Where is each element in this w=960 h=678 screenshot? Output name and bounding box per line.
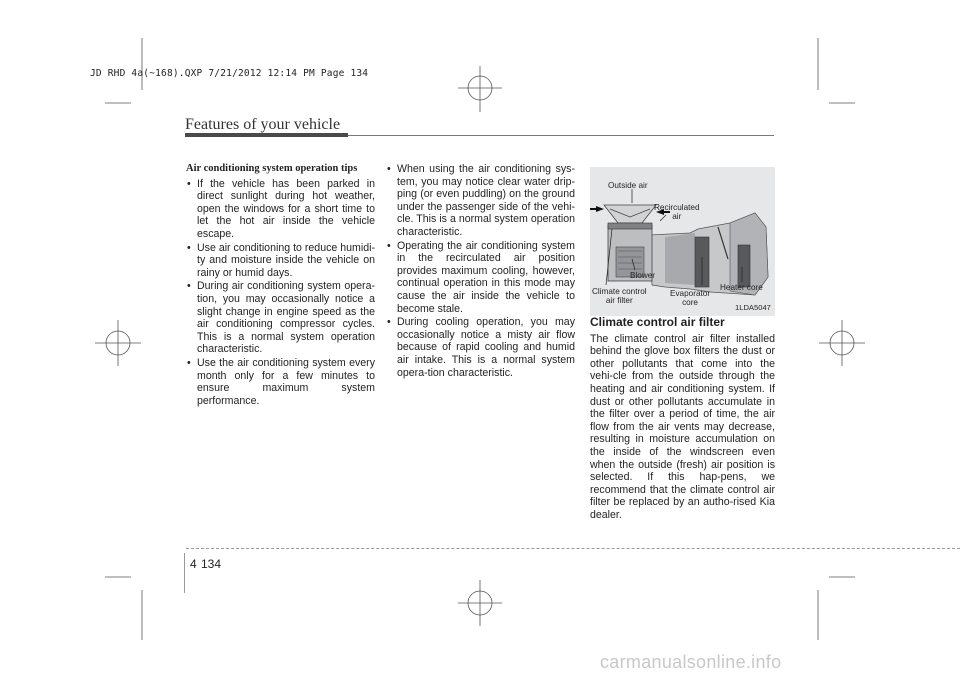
air-filter xyxy=(608,223,652,229)
heater xyxy=(738,245,750,287)
footer-divider xyxy=(184,553,185,593)
header-rule xyxy=(185,133,348,137)
intake-funnel xyxy=(604,205,656,223)
tip-item: • Use the air conditioning system every month only for a few minutes to ensure maximum system performance. xyxy=(186,357,375,407)
section-body: The climate control air filter installed behind the glove box filters the dust or other pollutants that come into the vehi-cle from the outside through the heating and air conditioning system. If dust or other pollutants accumulate in the filter over a period of time, the air flow from the air vents may decrease, resulting in moisture accumulation on the inside of the windscreen even when the outside (fresh) air position is selected. If this hap-pens, we recommend that the climate control air filter be replaced by an autho-rised Kia dealer. xyxy=(590,332,775,521)
header-rule-line xyxy=(348,135,774,136)
tips-column-1 xyxy=(186,163,375,408)
page-header-title: Features of your vehicle xyxy=(185,116,341,133)
outside-air-arrow xyxy=(596,206,604,212)
label-climate-filter: Climate control air filter xyxy=(592,287,647,305)
section-title: Climate control air filter xyxy=(590,315,725,329)
tips-column-2 xyxy=(386,163,575,380)
watermark: carmanualsonline.info xyxy=(600,652,782,672)
tip-item: • When using the air conditioning sys-tem, you may notice clear water drip-ping (or even puddling) on the ground under the passenger side of the vehi-cle. This is a normal system operation characteristic. xyxy=(386,163,575,239)
tips-heading: Air conditioning system operation tips xyxy=(186,163,358,174)
filter-section xyxy=(590,316,775,522)
label-outside-air: Outside air xyxy=(608,181,648,190)
tip-item: • During cooling operation, you may occasionally notice a misty air flow because of rapid cooling and humid air intake. This is a normal system opera-tion characteristic. xyxy=(386,316,575,379)
hvac-diagram-figure xyxy=(590,167,775,316)
label-blower: Blower xyxy=(630,271,656,280)
figure-code: 1LDA5047 xyxy=(735,303,771,312)
page-number: 134 xyxy=(201,557,222,571)
print-slug: JD RHD 4a(~168).QXP 7/21/2012 12:14 PM Page 134 xyxy=(90,68,369,79)
chapter-number: 4 xyxy=(190,557,197,571)
tips-list-1 xyxy=(186,178,375,408)
tips-list-2 xyxy=(386,163,575,379)
label-recirculated-air: Recirculated air xyxy=(654,203,700,221)
label-heater-core: Heater core xyxy=(720,283,763,292)
footer-rule xyxy=(186,548,960,549)
tip-item: • During air conditioning system opera-tion, you may occasionally notice a slight change in engine speed as the air conditioning compressor cycles. This is a normal system operation characteristic. xyxy=(186,280,375,356)
duct-shading xyxy=(665,233,695,285)
tip-item: • Operating the air conditioning system in the recirculated air position provides maximum cooling, however, continual operation in this mode may cause the air inside the vehicle to become stale. xyxy=(386,240,575,316)
label-evaporator-core: Evaporator core xyxy=(670,289,711,307)
tip-item: • If the vehicle has been parked in direct sunlight during hot weather, open the windows for a short time to let the hot air inside the vehicle escape. xyxy=(186,178,375,241)
tip-item: • Use air conditioning to reduce humidi-ty and moisture inside the vehicle on rainy or humid days. xyxy=(186,242,375,280)
